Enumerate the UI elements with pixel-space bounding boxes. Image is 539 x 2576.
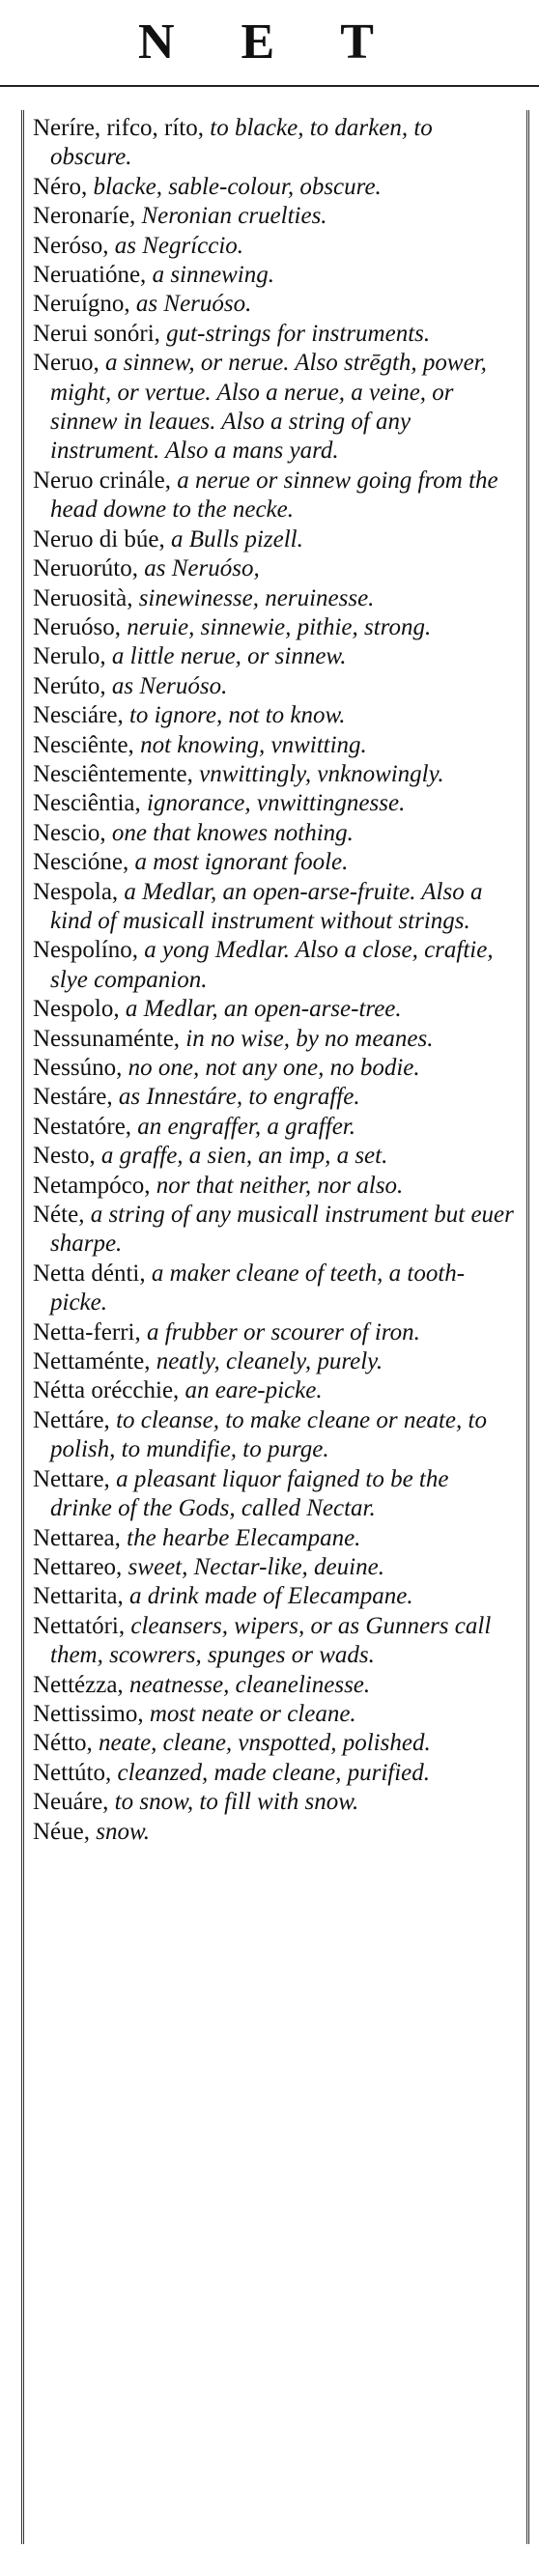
entry-headword: Neruatióne, (33, 262, 147, 289)
dictionary-entry (33, 232, 514, 261)
entry-definition: a Medlar, an open-arse-fruite. Also a kind of musicall instrument without strings. (50, 878, 483, 934)
entry-definition: snow. (96, 1818, 151, 1845)
dictionary-entry (33, 584, 514, 613)
entry-headword: Nerúto, (33, 672, 106, 699)
dictionary-entry (33, 819, 514, 848)
entry-definition: gut-strings for instruments. (166, 320, 431, 347)
entry-definition: the hearbe Elecampane. (127, 1524, 361, 1551)
entry-definition: in no wise, by no meanes. (185, 1025, 434, 1052)
entry-headword: Neruo di búe, (33, 525, 165, 552)
dictionary-entry (33, 731, 514, 760)
entry-definition: neatly, cleanely, purely. (156, 1348, 383, 1375)
entry-headword: Nettare, (33, 1465, 110, 1492)
entry-headword: Nétta orécchie, (33, 1377, 180, 1404)
entry-definition: one that knowes nothing. (111, 819, 354, 846)
dictionary-entry (33, 467, 514, 525)
entry-definition: to ignore, not to know. (128, 702, 346, 729)
entry-definition: a nerue or sinnew going from the head downe to the necke. (50, 467, 498, 524)
entry-headword: Neruorúto, (33, 555, 138, 582)
entry-definition: a pleasant liquor faigned to be the drinke of the Gods, called Nectar. (50, 1465, 449, 1522)
dictionary-entry (33, 878, 514, 937)
entry-definition: nor that neither, nor also. (156, 1172, 404, 1199)
entry-headword: Nescióne, (33, 849, 129, 876)
entry-definition: as Innestáre, to engraffe. (118, 1084, 360, 1111)
dictionary-entry (33, 1406, 514, 1465)
dictionary-entry (33, 1612, 514, 1671)
entry-headword: Nerulo, (33, 643, 106, 670)
entry-headword: Netta dénti, (33, 1260, 146, 1287)
page-header (0, 0, 539, 85)
dictionary-entry (33, 1142, 514, 1171)
entry-definition: as Negríccio. (114, 232, 244, 259)
dictionary-entry (33, 1465, 514, 1524)
entry-definition: vnwittingly, vnknowingly. (199, 760, 444, 787)
dictionary-entry (33, 1347, 514, 1376)
dictionary-entry (33, 1201, 514, 1260)
dictionary-entry (33, 672, 514, 701)
dictionary-entry (33, 1700, 514, 1729)
entry-definition: a maker cleane of teeth, a tooth-picke. (50, 1260, 466, 1316)
entry-definition: an engraffer, a graffer. (137, 1113, 355, 1140)
entry-definition: a string of any musicall instrument but euer sharpe. (50, 1202, 514, 1258)
entry-headword: Nettúto, (33, 1759, 112, 1786)
dictionary-entry (33, 1260, 514, 1318)
entry-headword: Nespola, (33, 878, 119, 905)
entry-headword: Nescio, (33, 819, 106, 846)
entry-headword: Neruígno, (33, 291, 130, 318)
entry-headword: Nétto, (33, 1730, 93, 1757)
dictionary-entry (33, 525, 514, 554)
entry-definition: as Neruóso. (135, 291, 252, 318)
entry-headword: Neronaríe, (33, 203, 136, 230)
entry-headword: Neríre, rifco, ríto, (33, 115, 205, 141)
entry-definition: a sinnewing. (152, 262, 274, 289)
entry-definition: an eare-picke. (184, 1377, 323, 1404)
entry-headword: Néro, (33, 173, 88, 200)
entry-definition: blacke, sable-colour, obscure. (93, 173, 382, 200)
entry-headword: Neruo, (33, 350, 99, 377)
dictionary-entry (33, 760, 514, 789)
dictionary-column (33, 114, 514, 1847)
entry-headword: Netampóco, (33, 1172, 151, 1199)
entry-definition: a Bulls pizell. (171, 525, 303, 552)
dictionary-entry (33, 290, 514, 319)
entry-definition: Neronian cruelties. (141, 203, 327, 230)
dictionary-entry (33, 1553, 514, 1582)
entry-headword: Neruóso, (33, 613, 121, 640)
entry-headword: Nessunaménte, (33, 1025, 181, 1052)
dictionary-entry (33, 1729, 514, 1758)
entry-headword: Nespolo, (33, 996, 120, 1023)
dictionary-entry (33, 1759, 514, 1788)
entry-headword: Nettaménte, (33, 1348, 151, 1375)
entry-definition: a sinnew, or nerue. Also strēgth, power, might, or vertue. Also a nerue, a veine, or sinnew in leaues. Also a string of any instrument. Also a mans yard. (50, 350, 487, 465)
entry-headword: Nessúno, (33, 1055, 123, 1081)
entry-definition: neate, cleane, vnspotted, polished. (99, 1730, 431, 1757)
entry-definition: sweet, Nectar-like, deuine. (128, 1553, 384, 1580)
dictionary-entry (33, 320, 514, 349)
running-head: N E T (138, 14, 401, 70)
entry-headword: Nestáre, (33, 1084, 113, 1111)
dictionary-entry (33, 642, 514, 671)
entry-definition: to cleanse, to make cleane or neate, to polish, to mundifie, to purge. (50, 1406, 487, 1463)
dictionary-entry (33, 1671, 514, 1700)
dictionary-entry (33, 701, 514, 730)
dictionary-entry (33, 848, 514, 877)
entry-definition: as Neruóso, (144, 555, 260, 582)
dictionary-entry (33, 995, 514, 1024)
dictionary-entry (33, 789, 514, 818)
entry-definition: no one, not any one, no bodie. (128, 1055, 420, 1081)
entry-headword: Neruosità, (33, 584, 133, 611)
entry-headword: Nettatóri, (33, 1612, 126, 1639)
dictionary-entry (33, 1788, 514, 1817)
dictionary-entry (33, 114, 514, 173)
entry-headword: Nettissimo, (33, 1700, 144, 1727)
entry-headword: Neróso, (33, 232, 109, 259)
entry-definition: a most ignorant foole. (134, 849, 349, 876)
dictionary-entry (33, 1113, 514, 1142)
entry-headword: Néue, (33, 1818, 90, 1845)
entry-headword: Nettarea, (33, 1524, 121, 1551)
entry-definition: cleanzed, made cleane, purified. (117, 1759, 431, 1786)
entry-definition: a little nerue, or sinnew. (111, 643, 347, 670)
entry-definition: a drink made of Elecampane. (128, 1583, 413, 1610)
entry-definition: most neate or cleane. (149, 1700, 356, 1727)
dictionary-entry (33, 1054, 514, 1083)
dictionary-entry (33, 1524, 514, 1553)
entry-headword: Nesciêntemente, (33, 760, 193, 787)
entry-definition: not knowing, vnwitting. (140, 731, 367, 758)
entry-headword: Nettareo, (33, 1553, 123, 1580)
dictionary-entry (33, 1818, 514, 1847)
entry-headword: Nettáre, (33, 1406, 110, 1433)
entry-headword: Nettarita, (33, 1583, 124, 1610)
entry-headword: Nesciáre, (33, 702, 124, 729)
entry-headword: Netta-ferri, (33, 1318, 141, 1345)
entry-definition: a graffe, a sien, an imp, a set. (100, 1143, 388, 1170)
entry-headword: Nerui sonóri, (33, 320, 160, 347)
entry-definition: cleansers, wipers, or as Gunners call them, scowrers, spunges or wads. (50, 1612, 492, 1669)
entry-definition: ignorance, vnwittingnesse. (147, 790, 406, 817)
dictionary-entry (33, 1025, 514, 1054)
entry-headword: Nesciêntia, (33, 790, 141, 817)
entry-definition: as Neruóso. (111, 672, 228, 699)
dictionary-entry (33, 554, 514, 583)
entry-headword: Nettézza, (33, 1671, 124, 1698)
entry-definition: sinewinesse, neruinesse. (138, 584, 375, 611)
dictionary-entry (33, 1376, 514, 1405)
entry-definition: neruie, sinnewie, pithie, strong. (127, 613, 432, 640)
entry-headword: Nesto, (33, 1143, 96, 1170)
dictionary-entry (33, 936, 514, 995)
entry-headword: Néte, (33, 1202, 85, 1229)
entry-headword: Nespolíno, (33, 937, 139, 964)
entry-definition: a frubber or scourer of iron. (146, 1318, 420, 1345)
entry-headword: Neuáre, (33, 1789, 109, 1816)
entry-headword: Neruo crinále, (33, 467, 171, 494)
entry-definition: a Medlar, an open-arse-tree. (125, 996, 402, 1023)
entry-definition: a yong Medlar. Also a close, craftie, slye companion. (50, 937, 494, 993)
dictionary-entry (33, 1582, 514, 1611)
entry-definition: to blacke, to darken, to obscure. (50, 115, 433, 171)
dictionary-entry (33, 1083, 514, 1112)
dictionary-entry (33, 202, 514, 231)
dictionary-entry (33, 349, 514, 467)
entry-definition: to snow, to fill with snow. (114, 1789, 359, 1816)
entry-headword: Nesciênte, (33, 731, 134, 758)
dictionary-entry (33, 173, 514, 202)
header-rule (0, 85, 539, 87)
dictionary-entry (33, 1318, 514, 1347)
entry-headword: Nestatóre, (33, 1113, 132, 1140)
dictionary-entry (33, 1172, 514, 1201)
dictionary-entry (33, 613, 514, 642)
entry-definition: neatnesse, cleanelinesse. (128, 1671, 371, 1698)
dictionary-entry (33, 261, 514, 290)
